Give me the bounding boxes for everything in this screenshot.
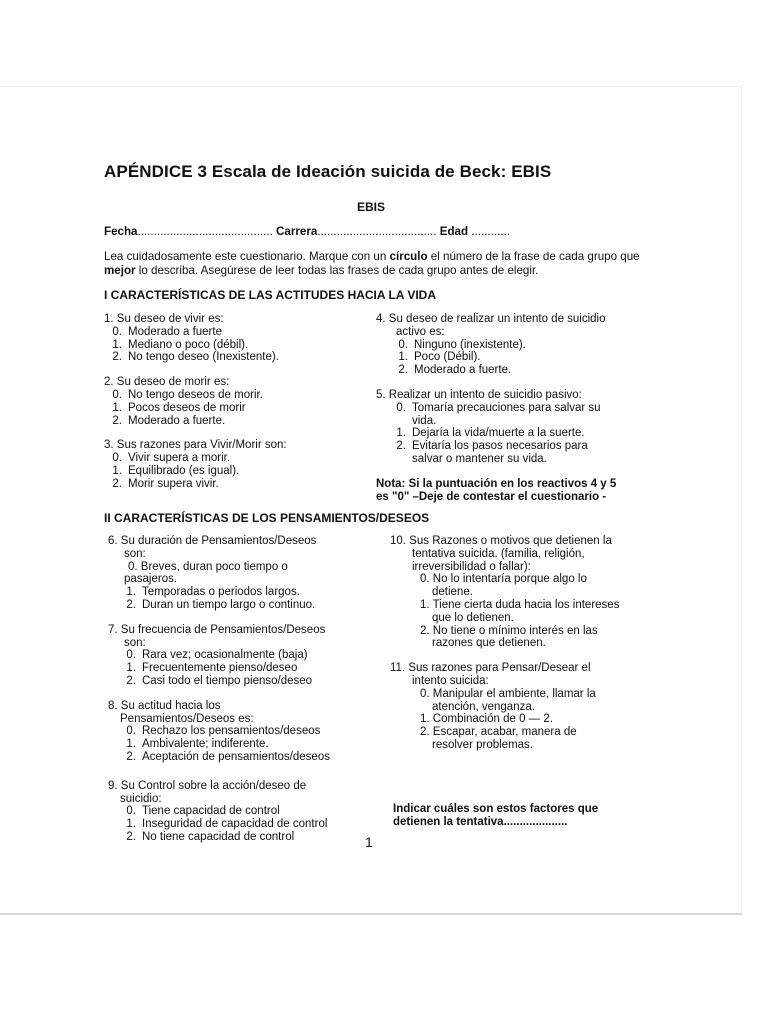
question-7 bbox=[104, 624, 356, 688]
question-8 bbox=[104, 700, 356, 764]
factors-prompt bbox=[393, 803, 598, 829]
option-2[interactable] bbox=[104, 415, 354, 428]
option-1[interactable]: 1. Tiene cierta duda hacia los intereses bbox=[420, 598, 620, 611]
option-0-continued: atención, venganza. bbox=[432, 700, 535, 713]
note bbox=[376, 478, 640, 504]
fecha-blank: .......................................... bbox=[137, 225, 273, 238]
question-text-continued: tentativa suicida. (familia, religión, bbox=[412, 547, 585, 560]
instructions-text: el número de la frase de cada grupo que bbox=[427, 250, 640, 263]
question-2 bbox=[104, 376, 354, 427]
question-text: 10. Sus Razones o motivos que detienen la bbox=[390, 535, 612, 547]
option-2[interactable]: 2. No tiene o mínimo interés en las bbox=[420, 624, 598, 637]
option-text: Moderado a fuerte. bbox=[128, 414, 226, 427]
option-0[interactable] bbox=[104, 805, 356, 818]
option-text: Aceptación de pensamientos/deseos bbox=[142, 750, 330, 763]
option-text: Mediano o poco (débil). bbox=[128, 338, 249, 351]
option-number: 0. bbox=[398, 338, 408, 351]
option-text: Duran un tiempo largo o continuo. bbox=[142, 598, 316, 611]
option-1[interactable] bbox=[376, 427, 640, 440]
option-2[interactable] bbox=[376, 440, 640, 453]
option-number: 2. bbox=[112, 414, 122, 427]
option-number: 0. bbox=[112, 452, 122, 465]
option-2[interactable] bbox=[104, 478, 354, 491]
fecha-label: Fecha bbox=[104, 225, 138, 238]
section-1-heading: I CARACTERÍSTICAS DE LAS ACTITUDES HACIA LA VIDA bbox=[104, 288, 437, 302]
question-text-continued: irreversibilidad o fallar): bbox=[412, 560, 531, 573]
option-1[interactable] bbox=[104, 339, 354, 352]
instructions-text: Lea cuidadosamente este cuestionario. Marque con un bbox=[104, 250, 390, 263]
option-number: 2. bbox=[126, 598, 136, 611]
option-number: 1. bbox=[112, 401, 122, 414]
question-text-continued: son: bbox=[124, 636, 146, 649]
option-number: 1. bbox=[398, 351, 408, 364]
option-number: 1. bbox=[126, 662, 136, 675]
instructions-emphasis-mejor: mejor bbox=[104, 264, 136, 277]
option-0[interactable] bbox=[104, 326, 354, 339]
option-1[interactable] bbox=[104, 738, 356, 751]
option-2[interactable] bbox=[104, 751, 356, 764]
instructions-text: lo describa. Asegúrese de leer todas las frases de cada grupo antes de elegir. bbox=[135, 264, 539, 277]
option-0[interactable] bbox=[376, 402, 640, 415]
option-number: 2. bbox=[112, 351, 122, 364]
option-text: No tengo deseos de morir. bbox=[128, 388, 263, 401]
option-number: 0. bbox=[112, 325, 122, 338]
option-text: Poco (Débil). bbox=[414, 351, 481, 364]
question-text: 5. Realizar un intento de suicidio pasivo: bbox=[376, 388, 582, 401]
question-text: 2. Su deseo de morir es: bbox=[104, 376, 230, 389]
instructions bbox=[104, 250, 642, 278]
question-text: 1. Su deseo de vivir es: bbox=[104, 313, 224, 325]
option-0[interactable] bbox=[104, 452, 354, 465]
option-0[interactable] bbox=[104, 649, 356, 662]
factors-prompt-line-2 bbox=[393, 816, 598, 829]
option-0-continued: pasajeros. bbox=[124, 573, 178, 586]
option-text: Moderado a fuerte bbox=[128, 325, 222, 338]
question-text-continued: Pensamientos/Deseos es: bbox=[120, 712, 254, 725]
option-text: Pocos deseos de morir bbox=[128, 401, 246, 414]
option-number: 2. bbox=[126, 830, 136, 843]
factors-blank: .................... bbox=[503, 816, 568, 828]
header-fields bbox=[104, 225, 510, 238]
option-text: Dejaría la vida/muerte a la suerte. bbox=[412, 427, 585, 440]
option-1-continued: que lo detienen. bbox=[432, 611, 514, 624]
question-text: 3. Sus razones para Vivir/Morir son: bbox=[104, 439, 287, 452]
page-edge-bottom bbox=[0, 913, 742, 915]
option-text: Evitaría los pasos necesarios para bbox=[412, 440, 588, 453]
option-number: 1. bbox=[126, 818, 136, 831]
option-text: Casi todo el tiempo pienso/deseo bbox=[142, 674, 313, 687]
option-text: salvar o mantener su vida. bbox=[412, 452, 547, 465]
option-0[interactable] bbox=[104, 725, 356, 738]
option-number: 2. bbox=[396, 440, 406, 453]
option-1[interactable] bbox=[376, 351, 640, 364]
question-text: 8. Su actitud hacia los bbox=[108, 699, 221, 712]
question-4 bbox=[376, 313, 640, 377]
option-text: Ninguno (inexistente). bbox=[414, 338, 526, 351]
question-text: 6. Su duración de Pensamientos/Deseos bbox=[108, 535, 317, 547]
page-edge-top bbox=[0, 86, 742, 87]
section-2-left-column bbox=[104, 535, 356, 856]
option-text: No tengo deseo (Inexistente). bbox=[128, 351, 279, 364]
option-2[interactable] bbox=[104, 599, 356, 612]
question-text: 7. Su frecuencia de Pensamientos/Deseos bbox=[108, 623, 326, 636]
instructions-emphasis-circulo: círculo bbox=[389, 250, 428, 263]
question-3 bbox=[104, 439, 354, 490]
option-text: Ambivalente; indiferente. bbox=[142, 738, 269, 751]
option-2[interactable] bbox=[376, 364, 640, 377]
edad-label: Edad bbox=[439, 225, 469, 238]
note-line-2: es "0" –Deje de contestar el cuestionario - bbox=[376, 490, 607, 503]
question-text: 9. Su Control sobre la acción/deseo de bbox=[108, 779, 307, 792]
carrera-blank: ..................................... bbox=[317, 225, 437, 238]
option-number: 2. bbox=[126, 750, 136, 763]
option-text: Rara vez; ocasionalmente (baja) bbox=[142, 649, 308, 662]
option-2-continued: razones que detienen. bbox=[432, 637, 546, 650]
question-text-continued: intento suicida: bbox=[412, 674, 489, 687]
option-text: Vivir supera a morir. bbox=[128, 452, 231, 465]
question-text-continued: activo es: bbox=[396, 325, 445, 338]
question-5 bbox=[376, 389, 640, 466]
option-number: 0. bbox=[126, 805, 136, 818]
section-2-heading: II CARACTERÍSTICAS DE LOS PENSAMIENTOS/DESEOS bbox=[104, 511, 430, 525]
option-number: 1. bbox=[126, 586, 136, 599]
option-2-continued bbox=[376, 453, 640, 466]
option-2[interactable] bbox=[104, 831, 356, 844]
page-number: 1 bbox=[365, 834, 373, 850]
option-number: 0. bbox=[126, 649, 136, 662]
option-number: 1. bbox=[126, 738, 136, 751]
question-text: 4. Su deseo de realizar un intento de suicidio bbox=[376, 313, 606, 325]
option-text: Inseguridad de capacidad de control bbox=[142, 818, 328, 831]
option-text: Frecuentemente pienso/deseo bbox=[142, 662, 298, 675]
option-0[interactable]: 0. Manipular el ambiente, llamar la bbox=[420, 687, 596, 700]
option-0[interactable]: 0. No lo intentaría porque algo lo bbox=[420, 573, 587, 586]
section-2-right-column bbox=[390, 535, 638, 764]
option-number: 0. bbox=[126, 725, 136, 738]
option-number: 2. bbox=[112, 477, 122, 490]
option-2[interactable]: 2. Escapar, acabar, manera de bbox=[420, 726, 577, 739]
option-1[interactable] bbox=[104, 402, 354, 415]
option-1[interactable]: 1. Combinación de 0 — 2. bbox=[420, 713, 553, 726]
option-text: vida. bbox=[412, 414, 437, 427]
option-2-continued: resolver problemas. bbox=[432, 738, 533, 751]
option-2[interactable] bbox=[104, 351, 354, 364]
question-9 bbox=[104, 780, 356, 844]
question-6 bbox=[104, 535, 356, 612]
section-1-right-column bbox=[376, 313, 640, 503]
option-number: 0. bbox=[112, 388, 122, 401]
option-number: 0. bbox=[396, 401, 406, 414]
factors-prompt-text: detienen la tentativa bbox=[393, 816, 504, 828]
section-1-left-column bbox=[104, 313, 354, 503]
option-number: 2. bbox=[398, 364, 408, 377]
option-1[interactable] bbox=[104, 818, 356, 831]
option-text: No tiene capacidad de control bbox=[142, 830, 295, 843]
option-1[interactable] bbox=[104, 662, 356, 675]
option-text: Moderado a fuerte. bbox=[414, 364, 512, 377]
question-10 bbox=[390, 535, 638, 650]
option-0[interactable] bbox=[376, 339, 640, 352]
option-2[interactable] bbox=[104, 675, 356, 688]
option-text: Morir supera vivir. bbox=[128, 477, 219, 490]
option-number: 1. bbox=[112, 464, 122, 477]
option-number: 1. bbox=[396, 427, 406, 440]
option-text: Tomaría precauciones para salvar su bbox=[412, 401, 601, 414]
option-0[interactable]: 0. Breves, duran poco tiempo o bbox=[128, 560, 288, 573]
note-line-1: Nota: Si la puntuación en los reactivos 4 y 5 bbox=[376, 477, 617, 490]
option-text: Rechazo los pensamientos/deseos bbox=[142, 725, 321, 738]
question-text-continued: son: bbox=[124, 547, 146, 560]
option-0-continued bbox=[376, 415, 640, 428]
option-1[interactable] bbox=[104, 586, 356, 599]
option-0-continued: detiene. bbox=[432, 586, 473, 599]
option-1[interactable] bbox=[104, 465, 354, 478]
edad-blank: ............ bbox=[471, 225, 510, 238]
question-text-continued: suicidio: bbox=[120, 792, 162, 805]
question-1 bbox=[104, 313, 354, 364]
document-subtitle: EBIS bbox=[356, 200, 385, 214]
carrera-label: Carrera bbox=[276, 225, 318, 238]
question-11 bbox=[390, 662, 638, 752]
option-text: Temporadas o periodos largos. bbox=[142, 586, 300, 599]
option-text: Equilibrado (es igual). bbox=[128, 464, 240, 477]
option-number: 1. bbox=[112, 338, 122, 351]
option-text: Tiene capacidad de control bbox=[142, 805, 280, 818]
option-number: 2. bbox=[126, 674, 136, 687]
question-text: 11. Sus razones para Pensar/Desear el bbox=[390, 662, 591, 675]
document-title: APÉNDICE 3 Escala de Ideación suicida de Beck: EBIS bbox=[104, 162, 552, 181]
option-0[interactable] bbox=[104, 389, 354, 402]
factors-prompt-line-1: Indicar cuáles son estos factores que bbox=[393, 803, 599, 815]
